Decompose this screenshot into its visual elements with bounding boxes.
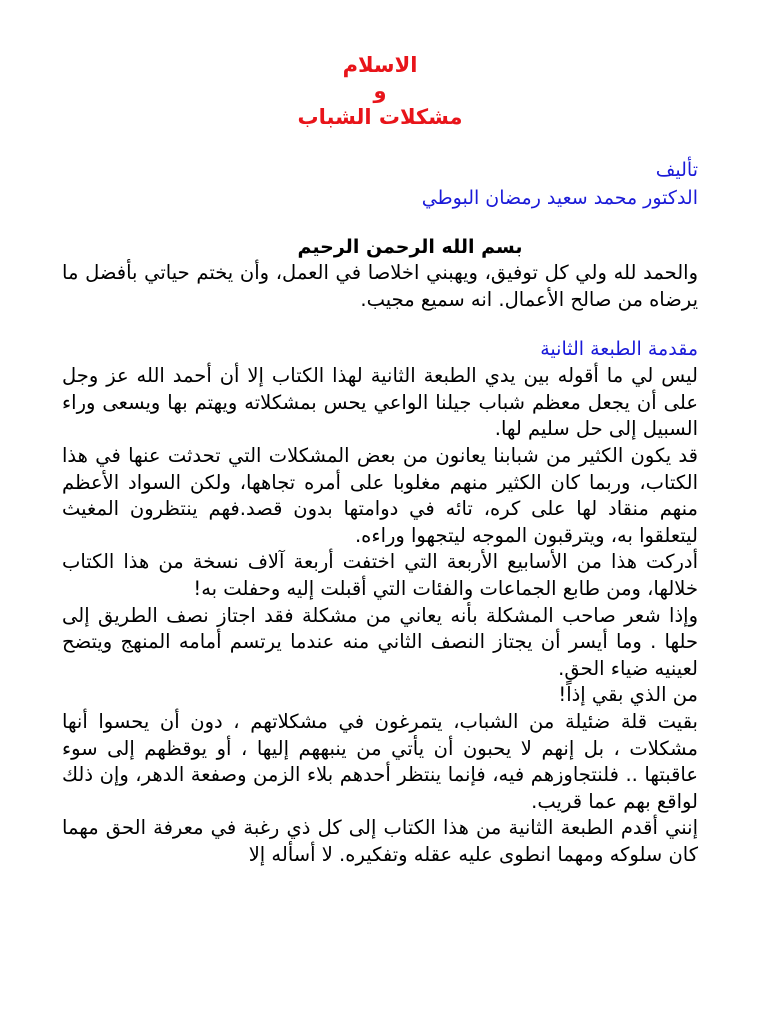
basmala: بسم الله الرحمن الرحيم xyxy=(297,236,523,258)
document-page xyxy=(62,52,698,868)
paragraph: ليس لي ما أقوله بين يدي الطبعة الثانية لهذا الكتاب إلا أن أحمد الله عز وجل على أن يجعل معظم شباب جيلنا الواعي يحس بمشكلاته ويهتم بها ويسعى وراء السبيل إلى حل سليم لها. xyxy=(62,364,698,441)
section-heading: مقدمة الطبعة الثانية xyxy=(540,338,698,361)
title-line-islam: الاسلام xyxy=(342,53,418,77)
intro-paragraph: والحمد لله ولي كل توفيق، ويهبني اخلاصا في العمل، وأن يختم حياتي بأفضل ما يرضاه من صالح الأعمال. انه سميع مجيب. xyxy=(62,261,698,311)
title-line-youth-problems: مشكلات الشباب xyxy=(297,105,463,129)
paragraph: بقيت قلة ضئيلة من الشباب، يتمرغون في مشكلاتهم ، دون أن يحسوا أنها مشكلات ، بل إنهم لا يحبون أن يأتي من ينبههم إليها ، أو يوقظهم إلى سوء عاقبتها .. فلنتجاوزهم فيه، فإنما ينتظر أحدهم بلاء الزمن وصفعة الدهر، وإن ذلك لواقع بهم عما قريب. xyxy=(62,709,698,813)
paragraph: من الذي بقي إذاً! xyxy=(558,683,698,707)
author-name: الدكتور محمد سعيد رمضان البوطي xyxy=(421,187,698,209)
book-title xyxy=(62,52,698,130)
author-block xyxy=(62,156,698,212)
author-label: تأليف xyxy=(655,159,698,181)
paragraph: إنني أقدم الطبعة الثانية من هذا الكتاب إلى كل ذي رغبة في معرفة الحق مهما كان سلوكه ومهما انطوى عليه عقله وتفكيره. لا أسأله إلا xyxy=(62,816,698,866)
section-body xyxy=(62,363,698,868)
paragraph: قد يكون الكثير من شبابنا يعانون من بعض المشكلات التي تحدثت عنها في هذا الكتاب، وربما كان الكثير منهم مغلوبا على أمره تجاهها، ولكن السواد الأعظم منهم منقاد لها على كره، تائه في دوامتها بدون قصد.فهم ينتظرون المغيث ليتعلقوا به، ويترقبون الموجه ليتجهوا وراءه. xyxy=(62,443,698,547)
paragraph: أدركت هذا من الأسابيع الأربعة التي اختفت أربعة آلاف نسخة من هذا الكتاب خلالها، ومن طابع الجماعات والفئات التي أقبلت إليه وحفلت به! xyxy=(62,550,698,600)
paragraph: وإذا شعر صاحب المشكلة بأنه يعاني من مشكلة فقد اجتاز نصف الطريق إلى حلها . وما أيسر أن يجتاز النصف الثاني منه عندما يرتسم أمامه المنهج ويتضح لعينيه ضياء الحق. xyxy=(62,603,698,680)
title-line-conjunction: و xyxy=(373,79,387,103)
